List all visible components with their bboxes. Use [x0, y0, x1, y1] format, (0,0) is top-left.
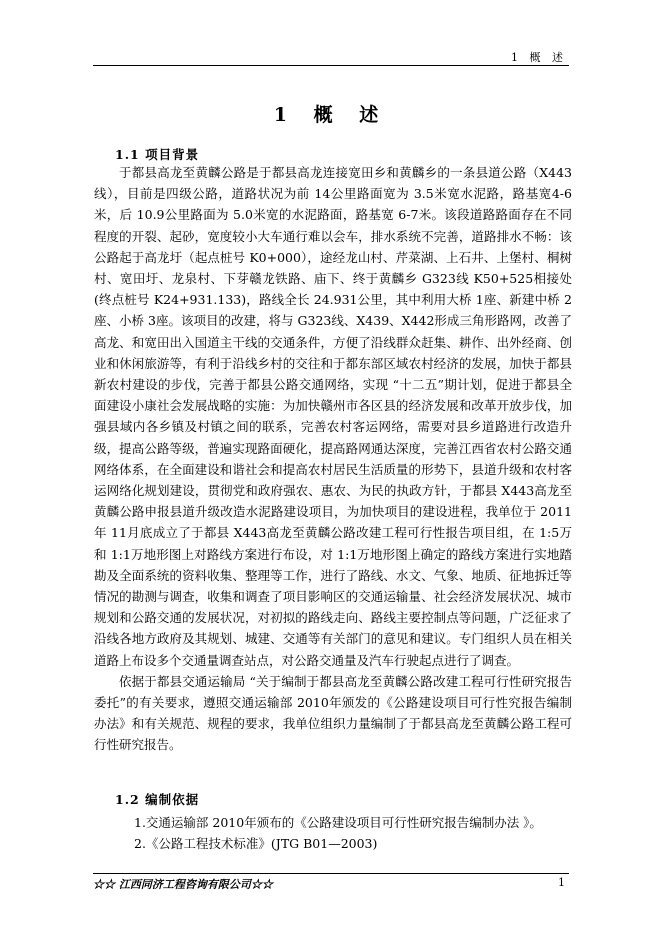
page-number: 1: [558, 876, 565, 889]
paragraph-background: 于都县高龙至黄麟公路是于都县高龙连接宽田乡和黄麟乡的一条县道公路（X443线），目前是四级公路，道路状况为前 14公里路面宽为 3.5米宽水泥路，路基宽4-6米，后 10.9公里路面为 5.0米宽的水泥路面，路基宽 6-7米。该段道路路面存在不同程度的开裂、起砂，宽度较小大车通行难以会车，排水系统不完善，道路排水不畅：该公路起于高龙圩（起点桩号 K0+000），途经龙山村、芹菜湖、上石井、上堡村、桐树村、宽田圩、龙泉村、下芽赣龙铁路、庙下、终于黄麟乡 G323线 K50+525相接处(终点桩号 K24+931.133)，路线全长 24.931公里，其中利用大桥 1座、新建中桥 2座、小桥 3座。该项目的改建，将与 G323线、X439、X442形成三角形路网，改善了高龙、和宽田出入国道主干线的交通条件，方便了沿线群众赶集、耕作、出外经商、创业和休闲旅游等，有利于沿线乡村的交往和于都东部区域农村经济的发展，加快于都县新农村建设的步伐，完善于都县公路交通网络，实现 “十二五”期计划，促进于都县全面建设小康社会发展战略的实施：为加快赣州市各区县的经济发展和改革开放步伐，加强县域内各乡镇及村镇之间的联系，完善农村客运网络，需要对县乡道路进行改造升级，提高公路等级，普遍实现路面硬化，提高路网通达深度，完善江西省农村公路交通网络体系，在全面建设和谐社会和提高农村居民生活质量的形势下，县道升级和农村客运网络化规划建设，贯彻党和政府强农、惠农、为民的执政方针，于都县 X443高龙至黄麟公路申报县道升级改造水泥路建设项目，为加快项目的建设进程，我单位于 2011年 11月底成立了于都县 X443高龙至黄麟公路改建工程可行性报告项目组，在 1:5万和 1:1万地形图上对路线方案进行布设，对 1:1万地形图上确定的路线方案进行实地踏勘及全面系统的资料收集、整理等工作，进行了路线、水文、气象、地质、征地拆迁等情况的勘测与调查，收集和调查了项目影响区的交通运输量、社会经济发展状况、城市规划和公路交通的发展状况，对初拟的路线走向、路线主要控制点等问题，广泛征求了沿线各地方政府及其规划、城建、交通等有关部门的意见和建议。专门组织人员在相关道路上布设多个交通量调查站点，对公路交通量及汽车行驶起点进行了调查。: [94, 165, 572, 668]
section-heading-1-1: 1.1 项目背景: [115, 147, 200, 162]
footer-rule: [93, 873, 569, 874]
header-rule: [93, 65, 569, 66]
paragraph-commission: 依据于都县交通运输局 “关于编制于都县高龙至黄麟公路改建工程可行性研究报告委托”的有关要求，遵照交通运输部 2010年颁发的《公路建设项目可行性究报告编制办法》和有关规范、规程的要求，我单位组织力量编制了于都县高龙至黄麟公路工程可行性研究报告。: [94, 673, 572, 753]
body-text: [94, 162, 572, 756]
reference-item-1: 1.交通运输部 2010年颁布的《公路建设项目可行性研究报告编制办法 》。: [134, 815, 542, 830]
running-header: 1 概 述: [511, 51, 567, 64]
footer-company: ☆☆ 江西同济工程咨询有限公司☆☆: [93, 878, 273, 891]
section-heading-1-2: 1.2 编制依据: [115, 792, 200, 807]
reference-item-2: 2.《公路工程技术标准》(JTG B01—2003): [134, 836, 378, 851]
chapter-title: 1 概 述: [273, 104, 389, 126]
